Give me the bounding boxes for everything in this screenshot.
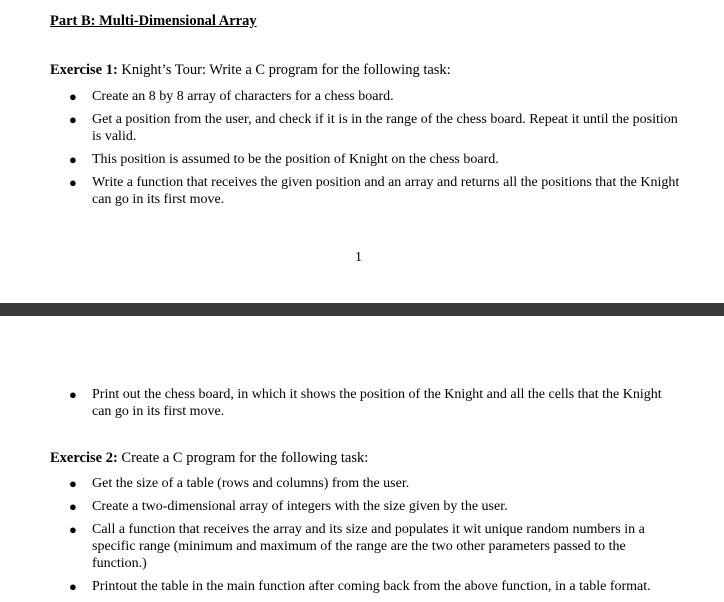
bullet-text: Print out the chess board, in which it shows the position of the Knight and all the cells that the Knight can go in its first move. [92,387,662,419]
bullet-icon: ● [69,112,77,127]
bullet-icon: ● [69,152,77,167]
exercise-1-heading [50,62,451,79]
bullet-text: Get a position from the user, and check if it is in the range of the chess board. Repeat it until the position is valid. [92,112,678,144]
exercise-2-text: Create a C program for the following task: [117,450,369,466]
exercise-2-bullet-list [0,475,724,595]
bullet-icon: ● [69,499,77,514]
bullet-item [0,578,724,595]
bullet-icon: ● [69,89,77,104]
bullet-icon: ● [69,387,77,402]
bullet-icon: ● [69,175,77,190]
bullet-text: Printout the table in the main function after coming back from the above function, in a table format. [92,579,651,594]
bullet-item [0,386,724,420]
bullet-text: This position is assumed to be the position of Knight on the chess board. [92,152,499,167]
bullet-item [0,498,724,515]
bullet-item [0,521,724,572]
page-separator [0,303,724,316]
page-number: 1 [355,250,362,265]
exercise-1-continued-list [0,386,724,420]
bullet-item [0,111,724,145]
bullet-text: Call a function that receives the array and its size and populates it wit unique random numbers in a specific range (minimum and maximum of the range are the two other parameters passed to the function.) [92,522,645,571]
bullet-icon: ● [69,476,77,491]
bullet-item [0,475,724,492]
bullet-text: Create an 8 by 8 array of characters for a chess board. [92,89,394,104]
bullet-text: Create a two-dimensional array of integers with the size given by the user. [92,499,508,514]
bullet-item [0,174,724,208]
exercise-1-label: Exercise 1: [50,62,118,78]
bullet-item [0,88,724,105]
bullet-icon: ● [69,579,77,594]
exercise-2-label: Exercise 2: [50,450,118,466]
exercise-1-text: Knight’s Tour: Write a C program for the following task: [117,62,451,78]
bullet-text: Get the size of a table (rows and columns) from the user. [92,476,410,491]
bullet-icon: ● [69,522,77,537]
bullet-text: Write a function that receives the given position and an array and returns all the positions that the Knight can go in its first move. [92,175,680,207]
document-page-2 [0,316,724,602]
part-title: Part B: Multi-Dimensional Array [50,13,257,29]
bullet-item [0,151,724,168]
exercise-1-bullet-list [0,88,724,208]
exercise-2-heading [50,450,368,467]
